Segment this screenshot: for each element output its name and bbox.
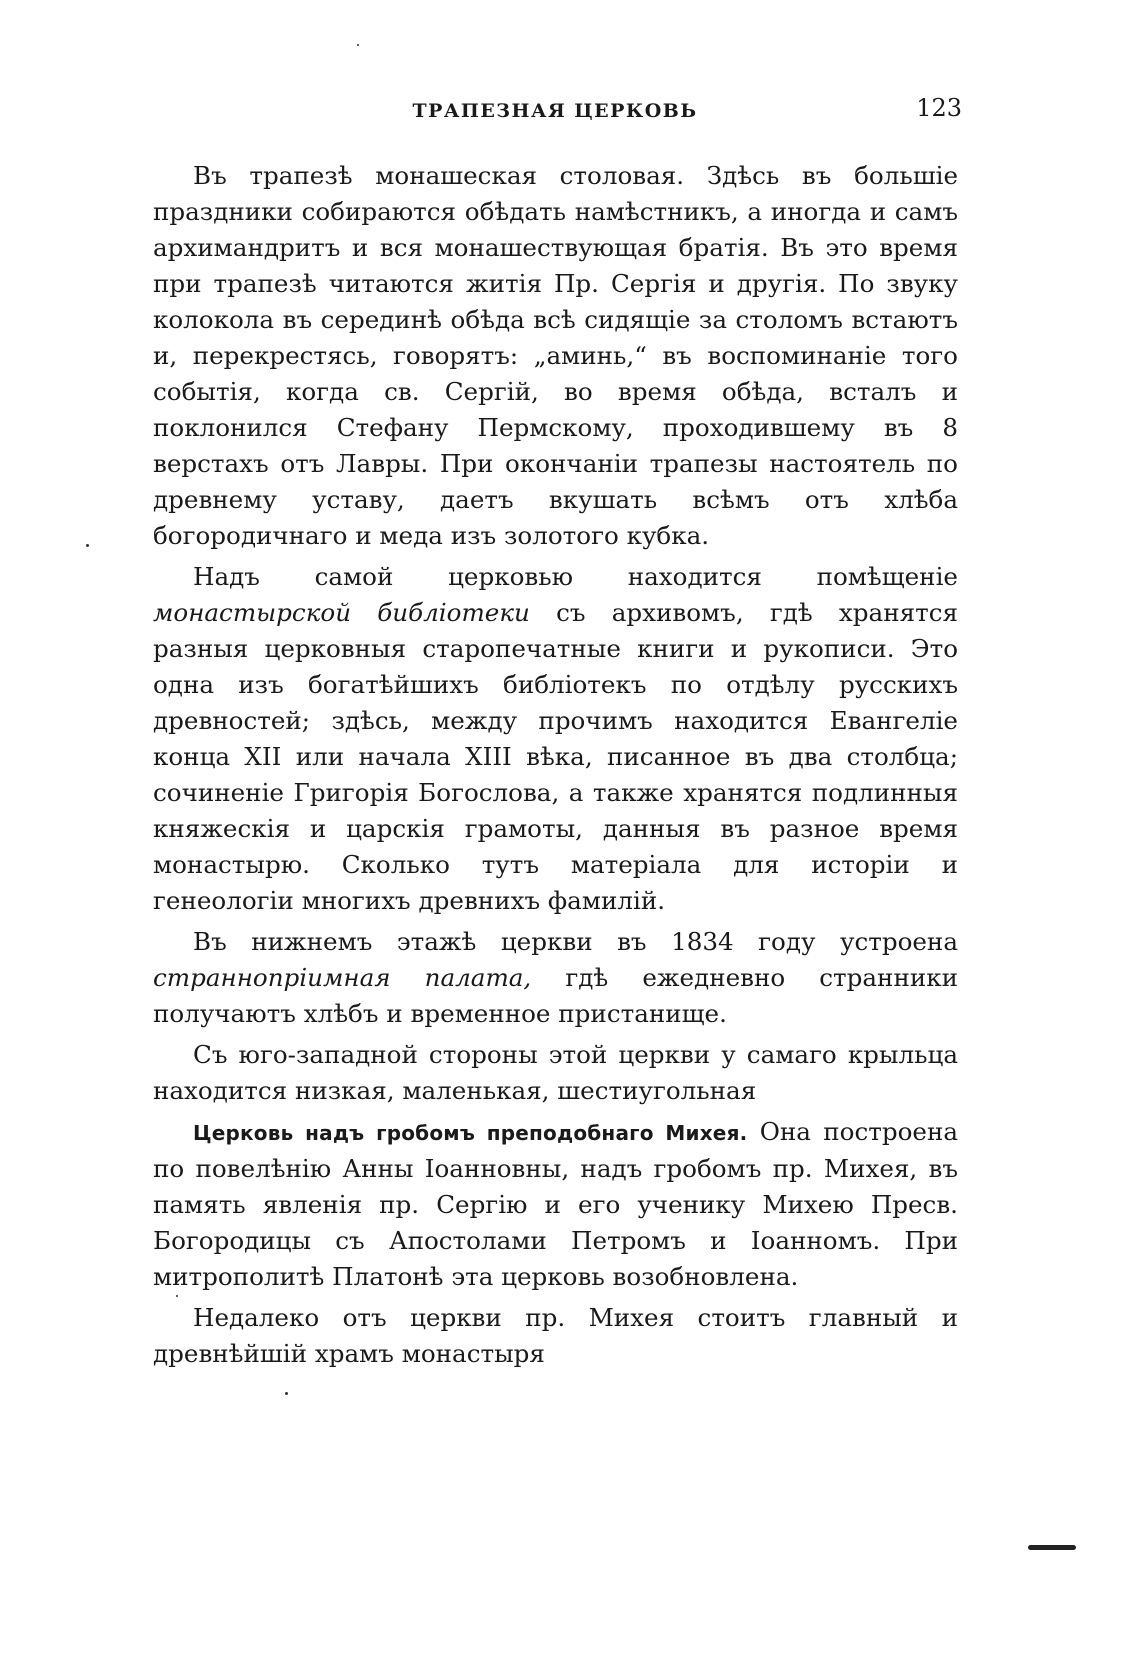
running-title: ТРАПЕЗНАЯ ЦЕРКОВЬ: [412, 100, 698, 122]
paragraph-micah-church: [153, 1114, 958, 1295]
paragraph-library-text-end: съ архивомъ, гдѣ хранятся разныя церковныя старопечатные книги и рукописи. Это одна изъ богатѣйшихъ библіотекъ по отдѣлу русскихъ древностей; здѣсь, между прочимъ находится Евангеліе конца XII или начала XIII вѣка, писанное въ два столбца; сочиненіе Григорія Богослова, а также хранятся подлинныя княжескія и царскія грамоты, данныя въ разное время монастырю. Сколько тутъ матеріала для исторіи и генеологіи многихъ древнихъ фамилій.: [153, 598, 959, 915]
running-head: [150, 94, 960, 130]
paragraph-hospice-text-end: гдѣ ежедневно странники получаютъ хлѣбъ и временное пристанище.: [153, 963, 959, 1028]
paragraph-library-text-start: Надъ самой церковью находится помѣщеніе: [193, 562, 958, 591]
library-italic-term: монастырской библіотеки: [153, 598, 530, 627]
paragraph-library: [153, 559, 958, 919]
paragraph-micah-church-text: Она построена по повелѣнію Анны Іоанновны, надъ гробомъ пр. Михея, въ память явленія пр. Сергію и его ученику Михею Пресв. Богородицы съ Апостолами Петромъ и Іоанномъ. При митрополитѣ Платонѣ эта церковь возобновлена.: [153, 1117, 959, 1291]
section-heading-micah-church: Церковь надъ гробомъ преподобнаго Михея.: [193, 1121, 748, 1145]
paragraph-hexagonal-church: Съ юго-западной стороны этой церкви у самаго крыльца находится низкая, маленькая, шестиугольная: [153, 1040, 958, 1105]
paragraph-refectory: Въ трапезѣ монашеская столовая. Здѣсь въ большіе праздники собираются обѣдать намѣстникъ, а иногда и самъ архимандритъ и вся монашествующая братія. Въ это время при трапезѣ читаются житія Пр. Сергія и другія. По звуку колокола въ серединѣ обѣда всѣ сидящіе за столомъ встаютъ и, перекрестясь, говорятъ: „аминь,“ въ воспоминаніе того событія, когда св. Сергій, во время обѣда, всталъ и поклонился Стефану Пермскому, проходившему въ 8 верстахъ отъ Лавры. При окончаніи трапезы настоятель по древнему уставу, даетъ вкушать всѣмъ отъ хлѣба богородичнаго и меда изъ золотого кубка.: [153, 161, 958, 550]
print-speck: [176, 1295, 178, 1297]
paragraph-hospice-text-start: Въ нижнемъ этажѣ церкви въ 1834 году устроена: [193, 927, 958, 956]
print-speck: [86, 544, 89, 547]
paragraph-hospice: [153, 924, 958, 1032]
body-text: [153, 158, 958, 1372]
paragraph-main-temple: Недалеко отъ церкви пр. Михея стоитъ главный и древнѣйшій храмъ монастыря: [153, 1303, 958, 1368]
hospice-italic-term: страннопріимная палата,: [153, 963, 532, 992]
margin-dash-mark: [1028, 1545, 1076, 1550]
print-speck: [285, 1392, 288, 1395]
print-speck: [357, 44, 359, 46]
page-number: 123: [916, 94, 962, 122]
